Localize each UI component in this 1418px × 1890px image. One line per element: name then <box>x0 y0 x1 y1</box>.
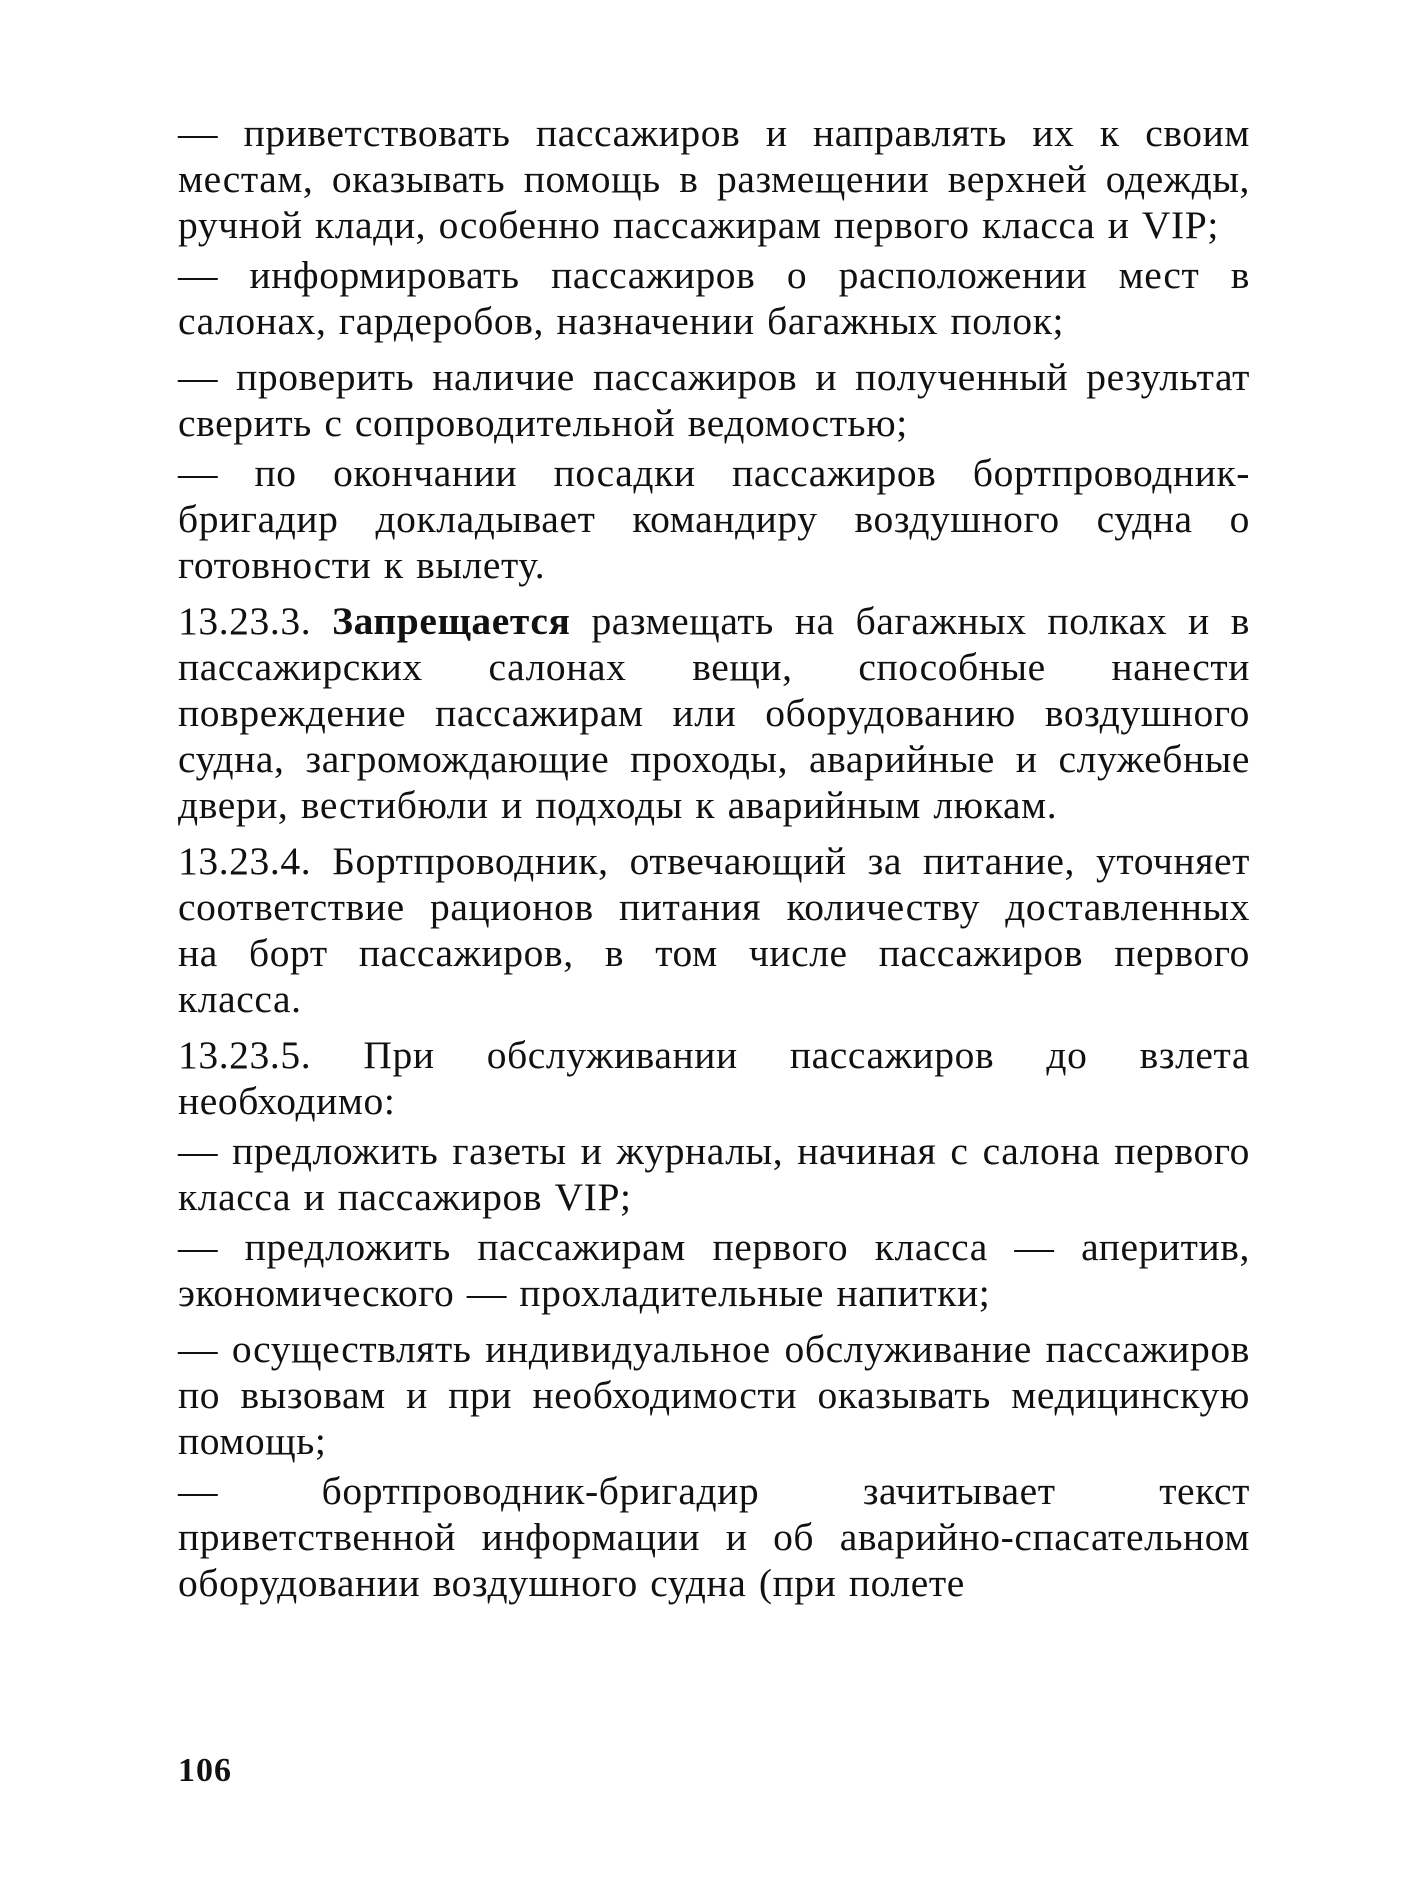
section-13-23-5 <box>178 1032 1250 1124</box>
section-text: размещать на багажных полках и в пассажирских салонах вещи, способные нанести повреждение пассажирам или оборудованию воздушного судна, загромождающие проходы, аварийные и служебные двери, вестибюли и подходы к аварийным люкам. <box>178 599 1250 827</box>
paragraph-report-to-captain: — по окончании посадки пассажиров бортпроводник-бригадир докладывает командиру воздушного судна о готовности к вылету. <box>178 451 1250 587</box>
section-text: Бортпроводник, отвечающий за питание, уточняет соответствие рационов питания количеству доставленных на борт пассажиров, в том числе пассажиров первого класса. <box>178 839 1250 1021</box>
section-number: 13.23.5. <box>178 1033 312 1077</box>
section-keyword: Запрещается <box>332 599 571 643</box>
section-number: 13.23.3. <box>178 599 312 643</box>
paragraph-offer-drinks: — предложить пассажирам первого класса — аперитив, экономического — прохладительные напитки; <box>178 1225 1250 1315</box>
section-13-23-4 <box>178 838 1250 1022</box>
paragraph-offer-newspapers: — предложить газеты и журналы, начиная с салона первого класса и пассажиров VIP; <box>178 1129 1250 1219</box>
page-number: 106 <box>178 1752 232 1789</box>
paragraph-check-passengers: — проверить наличие пассажиров и полученный результат сверить с сопроводительной ведомостью; <box>178 355 1250 445</box>
section-13-23-3 <box>178 598 1250 828</box>
paragraph-greet-passengers: — приветствовать пассажиров и направлять их к своим местам, оказывать помощь в размещении верхней одежды, ручной клади, особенно пассажирам первого класса и VIP; <box>178 111 1250 247</box>
paragraph-inform-passengers: — информировать пассажиров о расположении мест в салонах, гардеробов, назначении багажных полок; <box>178 253 1250 343</box>
page-body <box>178 110 1250 1610</box>
paragraph-individual-service: — осуществлять индивидуальное обслуживание пассажиров по вызовам и при необходимости оказывать медицинскую помощь; <box>178 1327 1250 1463</box>
section-text: При обслуживании пассажиров до взлета необходимо: <box>178 1033 1250 1123</box>
paragraph-welcome-announcement: — бортпроводник-бригадир зачитывает текст приветственной информации и об аварийно-спасательном оборудовании воздушного судна (при полете <box>178 1469 1250 1605</box>
section-number: 13.23.4. <box>178 839 312 883</box>
